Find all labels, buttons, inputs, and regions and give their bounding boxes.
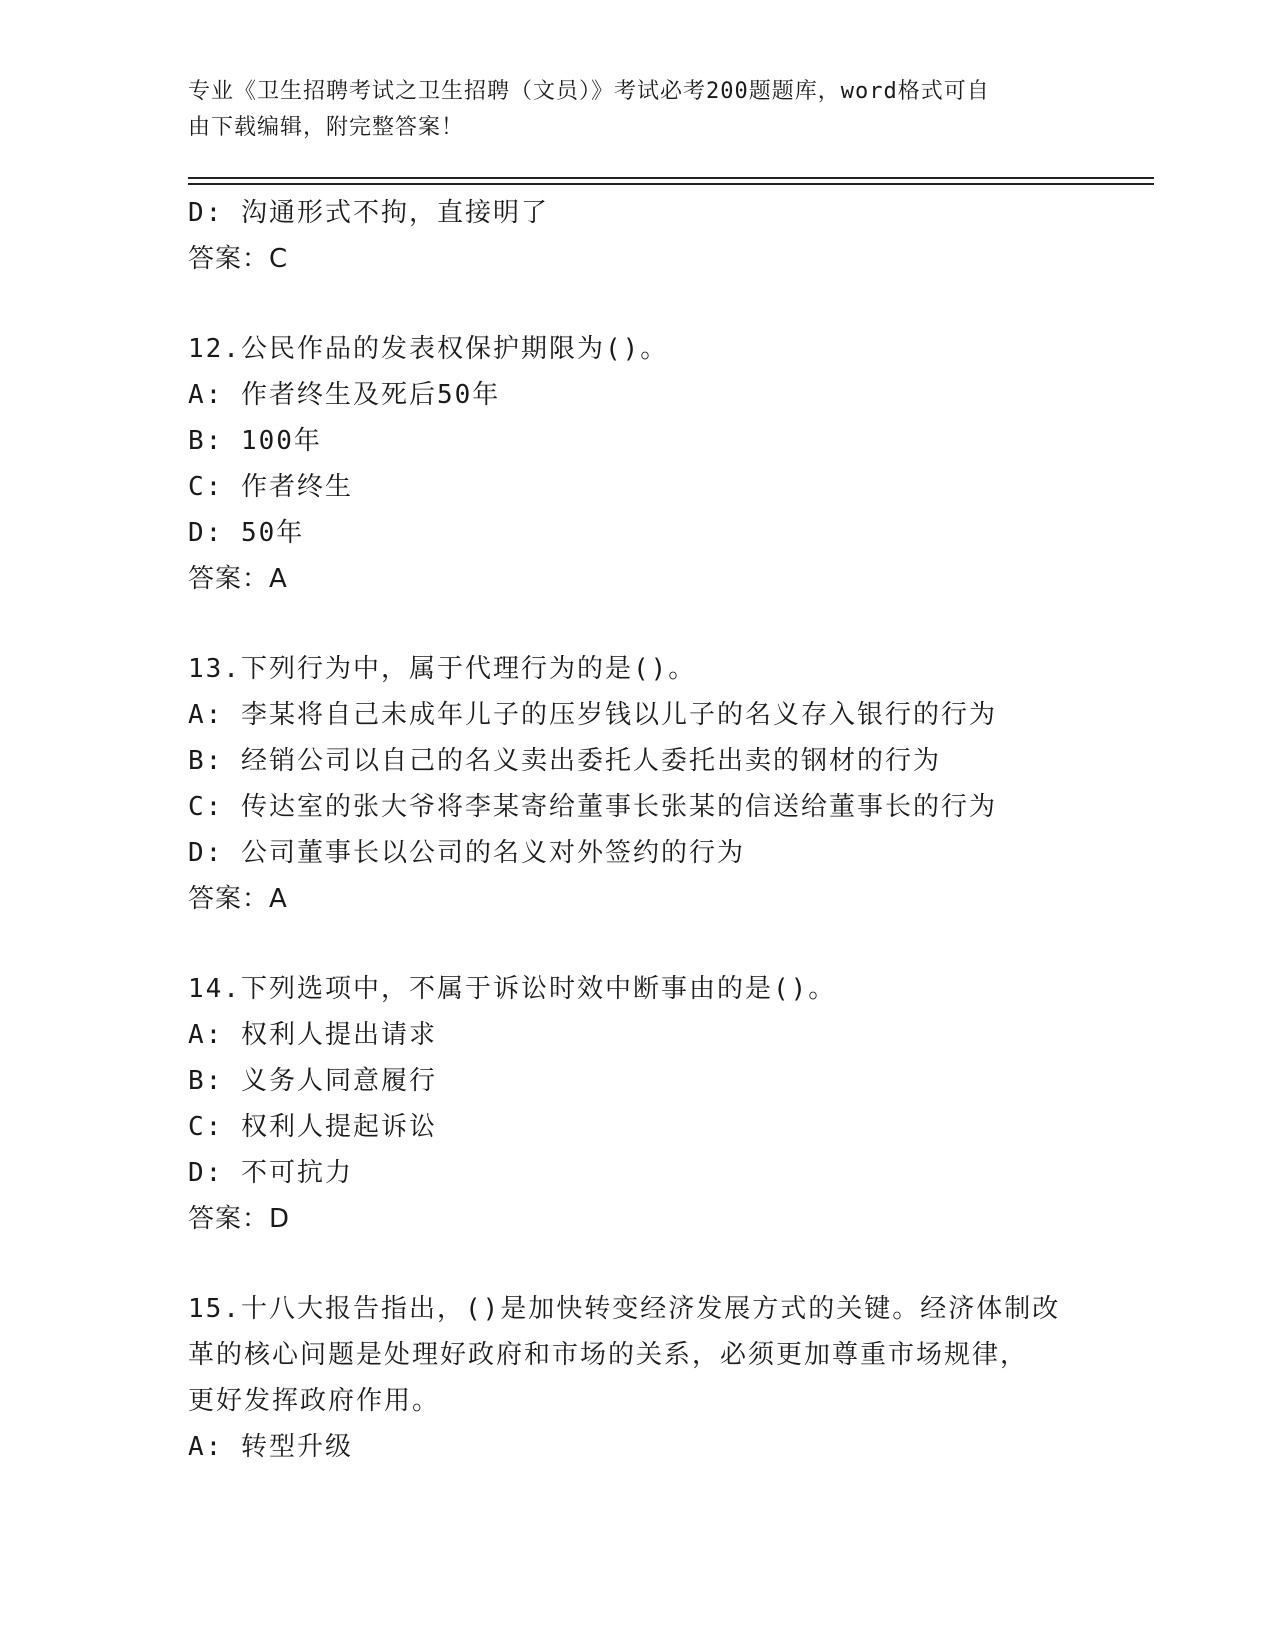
q14-option-b: B: 义务人同意履行 xyxy=(188,1066,437,1096)
q14-answer: 答案：D xyxy=(188,1204,291,1234)
q13-stem: 13.下列行为中，属于代理行为的是()。 xyxy=(188,654,697,684)
q14-option-a: A: 权利人提出请求 xyxy=(188,1020,437,1050)
q12-option-c: C: 作者终生 xyxy=(188,472,353,502)
q12-stem: 12.公民作品的发表权保护期限为()。 xyxy=(188,334,669,364)
q15-stem-line-3: 更好发挥政府作用。 xyxy=(188,1386,441,1416)
question-14 xyxy=(188,966,1088,1242)
q14-option-c: C: 权利人提起诉讼 xyxy=(188,1112,437,1142)
q15-option-a: A: 转型升级 xyxy=(188,1432,353,1462)
header-divider-top xyxy=(188,177,1154,179)
header-title-line-2: 由下载编辑，附完整答案！ xyxy=(188,115,465,140)
q11-answer: 答案：C xyxy=(188,244,289,274)
document-header xyxy=(188,74,1088,146)
q13-option-b: B: 经销公司以自己的名义卖出委托人委托出卖的钢材的行为 xyxy=(188,746,941,776)
spacer xyxy=(188,922,1088,966)
q13-option-d: D: 公司董事长以公司的名义对外签约的行为 xyxy=(188,838,745,868)
q15-stem-line-1: 15.十八大报告指出，()是加快转变经济发展方式的关键。经济体制改 xyxy=(188,1294,1061,1324)
q14-option-d: D: 不可抗力 xyxy=(188,1158,353,1188)
question-12 xyxy=(188,326,1088,602)
spacer xyxy=(188,602,1088,646)
q15-stem xyxy=(188,1286,1088,1424)
q12-answer: 答案：A xyxy=(188,564,288,594)
q13-option-c: C: 传达室的张大爷将李某寄给董事长张某的信送给董事长的行为 xyxy=(188,792,997,822)
q12-option-d: D: 50年 xyxy=(188,518,305,548)
q13-option-a: A: 李某将自己未成年儿子的压岁钱以儿子的名义存入银行的行为 xyxy=(188,700,997,730)
question-13 xyxy=(188,646,1088,922)
question-list xyxy=(188,190,1088,1470)
header-title-line-1: 专业《卫生招聘考试之卫生招聘（文员）》考试必考200题题库，word格式可自 xyxy=(188,79,990,104)
spacer xyxy=(188,1242,1088,1286)
spacer xyxy=(188,282,1088,326)
q12-option-b: B: 100年 xyxy=(188,426,322,456)
header-divider-bottom xyxy=(188,183,1154,185)
q12-option-a: A: 作者终生及死后50年 xyxy=(188,380,501,410)
q14-stem: 14.下列选项中，不属于诉讼时效中断事由的是()。 xyxy=(188,974,837,1004)
q11-option-d: D: 沟通形式不拘，直接明了 xyxy=(188,198,549,228)
q15-stem-line-2: 革的核心问题是处理好政府和市场的关系，必须更加尊重市场规律， xyxy=(188,1340,1029,1370)
q13-answer: 答案：A xyxy=(188,884,288,914)
question-15 xyxy=(188,1286,1088,1470)
